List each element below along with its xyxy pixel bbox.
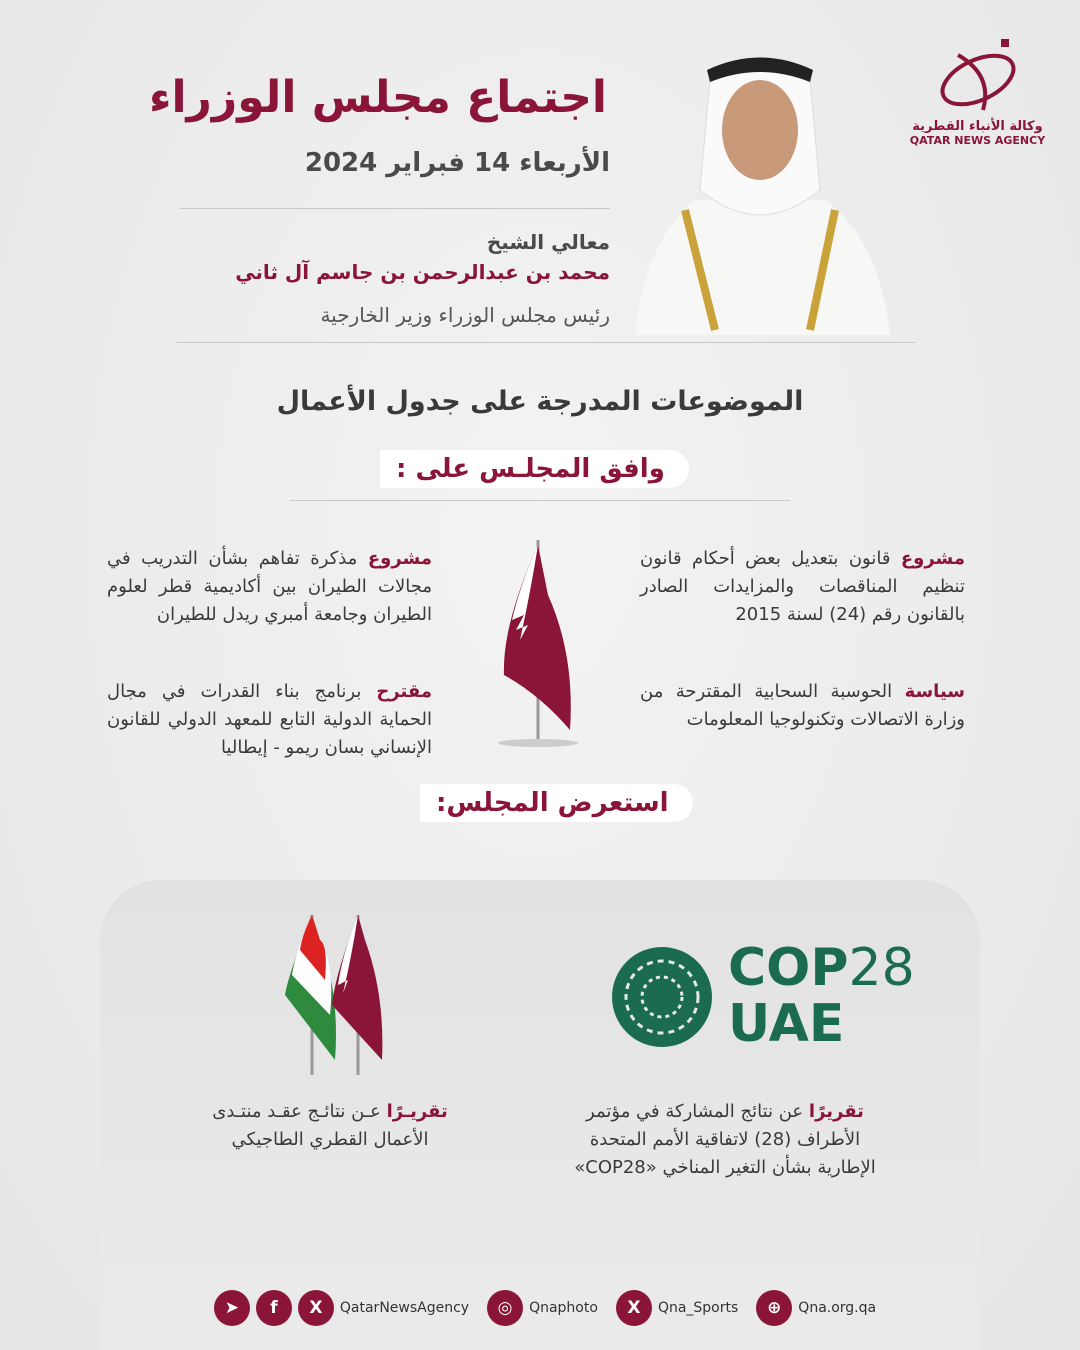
social-group-instagram[interactable] bbox=[487, 1290, 598, 1326]
x-icon[interactable]: X bbox=[616, 1290, 652, 1326]
logo-arabic: وكالة الأنباء القطرية bbox=[912, 119, 1043, 134]
handle-main[interactable]: QatarNewsAgency bbox=[339, 1300, 470, 1316]
qna-logo bbox=[905, 35, 1050, 165]
tajikistan-qatar-flags-icon bbox=[280, 905, 390, 1080]
social-group-website[interactable] bbox=[756, 1290, 876, 1326]
person-name: محمد بن عبدالرحمن بن جاسم آل ثاني bbox=[235, 260, 610, 284]
x-icon[interactable]: X bbox=[298, 1290, 334, 1326]
logo-english: QATAR NEWS AGENCY bbox=[909, 134, 1046, 147]
approved-item bbox=[640, 545, 965, 629]
agenda-title: الموضوعات المدرجة على جدول الأعمال bbox=[276, 386, 804, 417]
footer-social bbox=[0, 1290, 1080, 1326]
reviewed-item bbox=[570, 1098, 880, 1182]
item-text: برنامج بناء القدرات في مجال الحماية الدولية التابع للمعهد الدولي للقانون الإنساني بسان ريمو - إيطاليا bbox=[107, 681, 432, 758]
cop28-globe-icon bbox=[610, 945, 720, 1055]
telegram-icon[interactable]: ➤ bbox=[214, 1290, 250, 1326]
item-keyword: تقريـرًا bbox=[386, 1101, 448, 1122]
item-keyword: مشروع bbox=[367, 548, 432, 569]
item-text: عن نتائج المشاركة في مؤتمر الأطراف (28) لاتفاقية الأمم المتحدة الإطارية بشأن التغير المناخي «COP28» bbox=[574, 1101, 876, 1178]
divider bbox=[180, 208, 610, 209]
instagram-icon[interactable]: ◎ bbox=[487, 1290, 523, 1326]
cop-text: COP bbox=[728, 938, 849, 998]
item-text: مذكرة تفاهم بشأن التدريب في مجالات الطيران بين أكاديمية قطر لعلوم الطيران وجامعة أمبري ريدل للطيران bbox=[107, 548, 432, 625]
qna-logo-icon bbox=[933, 35, 1023, 115]
divider bbox=[290, 500, 790, 501]
handle-instagram[interactable]: Qnaphoto bbox=[529, 1300, 598, 1316]
approved-heading: وافق المجلـس على : bbox=[380, 450, 689, 488]
item-text: الحوسبة السحابية المقترحة من وزارة الاتصالات وتكنولوجيا المعلومات bbox=[640, 681, 965, 730]
reviewed-item bbox=[200, 1098, 460, 1154]
divider bbox=[175, 342, 915, 343]
item-text: عـن نتائـج عقـد منتـدى الأعمال القطري الطاجيكي bbox=[212, 1101, 429, 1150]
honorific: معالي الشيخ bbox=[486, 230, 610, 254]
qatar-flag-icon bbox=[490, 535, 590, 750]
item-keyword: مقترح bbox=[376, 681, 432, 702]
item-keyword: تقريرًا bbox=[808, 1101, 864, 1122]
page-title: اجتماع مجلس الوزراء bbox=[148, 72, 607, 123]
cop28-logo bbox=[728, 940, 915, 1052]
item-text: قانون بتعديل بعض أحكام قانون تنظيم المناقصات والمزايدات الصادر بالقانون رقم (24) لسنة 2015 bbox=[640, 548, 965, 625]
meeting-date: الأربعاء 14 فبراير 2024 bbox=[304, 148, 610, 178]
social-group-sports[interactable] bbox=[616, 1290, 738, 1326]
person-position: رئيس مجلس الوزراء وزير الخارجية bbox=[320, 303, 610, 327]
item-keyword: مشروع bbox=[900, 548, 965, 569]
facebook-icon[interactable]: f bbox=[256, 1290, 292, 1326]
item-keyword: سياسة bbox=[904, 681, 965, 702]
social-group-main[interactable] bbox=[214, 1290, 469, 1326]
approved-item bbox=[640, 678, 965, 734]
approved-item bbox=[107, 545, 432, 629]
website-link[interactable]: Qna.org.qa bbox=[798, 1300, 877, 1316]
approved-item bbox=[107, 678, 432, 762]
cop-uae: UAE bbox=[728, 994, 845, 1054]
globe-icon[interactable]: ⊕ bbox=[756, 1290, 792, 1326]
handle-sports[interactable]: Qna_Sports bbox=[657, 1300, 739, 1316]
portrait-photo bbox=[625, 40, 895, 335]
reviewed-heading: استعرض المجلس: bbox=[420, 784, 693, 822]
cop-number: 28 bbox=[848, 938, 915, 998]
